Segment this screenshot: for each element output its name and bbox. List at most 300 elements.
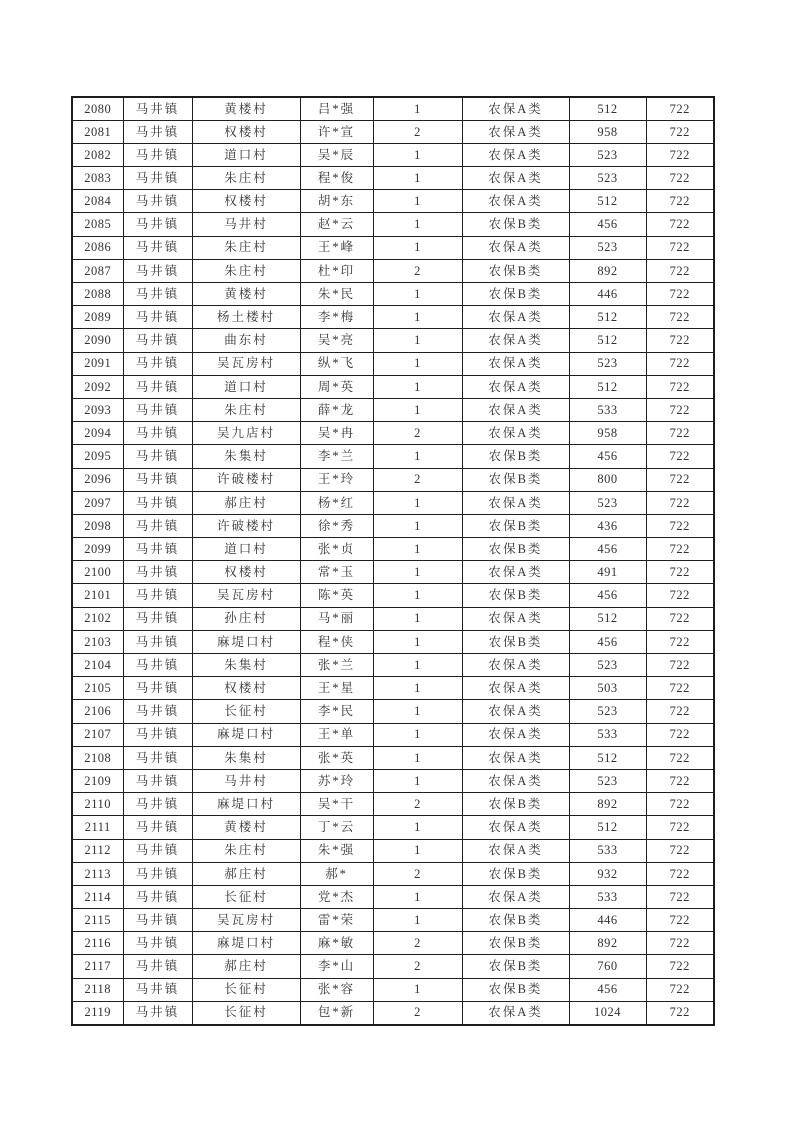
cell-code: 722	[646, 630, 714, 653]
cell-sequence-number: 2114	[72, 885, 123, 908]
cell-person-count: 2	[373, 422, 462, 445]
cell-sequence-number: 2117	[72, 955, 123, 978]
cell-person-name: 朱*强	[300, 839, 373, 862]
cell-insurance-category: 农保B类	[462, 468, 569, 491]
cell-village: 长征村	[192, 978, 300, 1001]
cell-town: 马井镇	[123, 1001, 192, 1024]
cell-amount: 760	[569, 955, 646, 978]
cell-town: 马井镇	[123, 259, 192, 282]
cell-sequence-number: 2112	[72, 839, 123, 862]
cell-village: 道口村	[192, 143, 300, 166]
table-row	[72, 607, 714, 630]
cell-insurance-category: 农保B类	[462, 793, 569, 816]
cell-person-count: 2	[373, 468, 462, 491]
cell-insurance-category: 农保A类	[462, 885, 569, 908]
table-row	[72, 538, 714, 561]
cell-town: 马井镇	[123, 955, 192, 978]
cell-amount: 958	[569, 422, 646, 445]
table-row	[72, 375, 714, 398]
cell-amount: 523	[569, 167, 646, 190]
cell-sequence-number: 2109	[72, 769, 123, 792]
cell-person-count: 1	[373, 561, 462, 584]
cell-amount: 892	[569, 793, 646, 816]
cell-village: 孙庄村	[192, 607, 300, 630]
cell-sequence-number: 2111	[72, 816, 123, 839]
cell-village: 朱庄村	[192, 839, 300, 862]
cell-code: 722	[646, 793, 714, 816]
cell-town: 马井镇	[123, 167, 192, 190]
table-row	[72, 654, 714, 677]
cell-sequence-number: 2096	[72, 468, 123, 491]
table-row	[72, 584, 714, 607]
cell-person-name: 李*民	[300, 700, 373, 723]
cell-village: 郝庄村	[192, 862, 300, 885]
cell-sequence-number: 2105	[72, 677, 123, 700]
cell-insurance-category: 农保A类	[462, 329, 569, 352]
cell-amount: 446	[569, 283, 646, 306]
cell-person-name: 杨*红	[300, 491, 373, 514]
cell-town: 马井镇	[123, 700, 192, 723]
cell-code: 722	[646, 491, 714, 514]
cell-insurance-category: 农保A类	[462, 839, 569, 862]
cell-village: 权楼村	[192, 120, 300, 143]
table-row	[72, 306, 714, 329]
cell-insurance-category: 农保B类	[462, 932, 569, 955]
cell-town: 马井镇	[123, 862, 192, 885]
cell-village: 麻堤口村	[192, 793, 300, 816]
cell-sequence-number: 2082	[72, 143, 123, 166]
cell-person-name: 王*星	[300, 677, 373, 700]
cell-person-name: 郝*	[300, 862, 373, 885]
cell-insurance-category: 农保B类	[462, 538, 569, 561]
cell-insurance-category: 农保B类	[462, 862, 569, 885]
cell-amount: 503	[569, 677, 646, 700]
cell-village: 朱集村	[192, 445, 300, 468]
cell-sequence-number: 2103	[72, 630, 123, 653]
cell-sequence-number: 2088	[72, 283, 123, 306]
cell-code: 722	[646, 978, 714, 1001]
cell-amount: 533	[569, 398, 646, 421]
cell-amount: 800	[569, 468, 646, 491]
cell-town: 马井镇	[123, 677, 192, 700]
cell-person-count: 1	[373, 143, 462, 166]
cell-code: 722	[646, 167, 714, 190]
cell-village: 黄楼村	[192, 97, 300, 120]
cell-person-count: 1	[373, 654, 462, 677]
cell-insurance-category: 农保B类	[462, 955, 569, 978]
cell-insurance-category: 农保A类	[462, 375, 569, 398]
cell-town: 马井镇	[123, 978, 192, 1001]
table-row	[72, 1001, 714, 1024]
table-row	[72, 468, 714, 491]
cell-amount: 533	[569, 839, 646, 862]
cell-village: 长征村	[192, 885, 300, 908]
cell-town: 马井镇	[123, 236, 192, 259]
cell-code: 722	[646, 654, 714, 677]
cell-person-count: 1	[373, 491, 462, 514]
cell-person-name: 王*玲	[300, 468, 373, 491]
cell-code: 722	[646, 398, 714, 421]
cell-person-count: 2	[373, 862, 462, 885]
cell-person-name: 李*兰	[300, 445, 373, 468]
cell-town: 马井镇	[123, 283, 192, 306]
cell-town: 马井镇	[123, 352, 192, 375]
cell-village: 朱集村	[192, 654, 300, 677]
cell-sequence-number: 2081	[72, 120, 123, 143]
cell-sequence-number: 2101	[72, 584, 123, 607]
cell-sequence-number: 2087	[72, 259, 123, 282]
cell-person-name: 丁*云	[300, 816, 373, 839]
table-row	[72, 120, 714, 143]
cell-code: 722	[646, 909, 714, 932]
table-row	[72, 909, 714, 932]
cell-sequence-number: 2104	[72, 654, 123, 677]
cell-person-count: 2	[373, 259, 462, 282]
cell-sequence-number: 2099	[72, 538, 123, 561]
cell-insurance-category: 农保A类	[462, 120, 569, 143]
table-row	[72, 213, 714, 236]
cell-town: 马井镇	[123, 584, 192, 607]
cell-town: 马井镇	[123, 746, 192, 769]
cell-sequence-number: 2085	[72, 213, 123, 236]
cell-sequence-number: 2092	[72, 375, 123, 398]
table-row	[72, 862, 714, 885]
cell-sequence-number: 2100	[72, 561, 123, 584]
cell-insurance-category: 农保A类	[462, 398, 569, 421]
cell-amount: 1024	[569, 1001, 646, 1024]
cell-person-name: 麻*敏	[300, 932, 373, 955]
cell-sequence-number: 2113	[72, 862, 123, 885]
table-row	[72, 677, 714, 700]
cell-amount: 523	[569, 352, 646, 375]
cell-town: 马井镇	[123, 885, 192, 908]
cell-person-count: 1	[373, 839, 462, 862]
cell-sequence-number: 2094	[72, 422, 123, 445]
cell-town: 马井镇	[123, 190, 192, 213]
cell-town: 马井镇	[123, 491, 192, 514]
cell-sequence-number: 2110	[72, 793, 123, 816]
cell-code: 722	[646, 236, 714, 259]
cell-code: 722	[646, 283, 714, 306]
cell-person-count: 2	[373, 932, 462, 955]
cell-town: 马井镇	[123, 816, 192, 839]
cell-town: 马井镇	[123, 538, 192, 561]
cell-town: 马井镇	[123, 514, 192, 537]
cell-amount: 456	[569, 584, 646, 607]
table-row	[72, 978, 714, 1001]
cell-code: 722	[646, 955, 714, 978]
cell-person-count: 1	[373, 167, 462, 190]
cell-amount: 491	[569, 561, 646, 584]
cell-amount: 456	[569, 213, 646, 236]
cell-amount: 512	[569, 190, 646, 213]
cell-village: 权楼村	[192, 561, 300, 584]
cell-amount: 523	[569, 143, 646, 166]
cell-amount: 932	[569, 862, 646, 885]
cell-person-name: 纵*飞	[300, 352, 373, 375]
cell-amount: 456	[569, 630, 646, 653]
cell-amount: 512	[569, 306, 646, 329]
cell-amount: 523	[569, 700, 646, 723]
table-body	[72, 97, 714, 1025]
cell-amount: 523	[569, 654, 646, 677]
cell-person-name: 张*容	[300, 978, 373, 1001]
cell-person-count: 1	[373, 677, 462, 700]
cell-person-count: 1	[373, 746, 462, 769]
cell-town: 马井镇	[123, 213, 192, 236]
cell-town: 马井镇	[123, 630, 192, 653]
cell-code: 722	[646, 839, 714, 862]
cell-person-name: 吴*干	[300, 793, 373, 816]
cell-insurance-category: 农保A类	[462, 167, 569, 190]
cell-sequence-number: 2086	[72, 236, 123, 259]
cell-code: 722	[646, 514, 714, 537]
cell-person-name: 李*山	[300, 955, 373, 978]
table-row	[72, 723, 714, 746]
cell-town: 马井镇	[123, 398, 192, 421]
cell-code: 722	[646, 862, 714, 885]
cell-amount: 958	[569, 120, 646, 143]
cell-sequence-number: 2097	[72, 491, 123, 514]
cell-amount: 523	[569, 236, 646, 259]
cell-person-count: 1	[373, 909, 462, 932]
table-row	[72, 700, 714, 723]
cell-person-count: 1	[373, 816, 462, 839]
cell-code: 722	[646, 885, 714, 908]
cell-town: 马井镇	[123, 723, 192, 746]
cell-amount: 892	[569, 259, 646, 282]
cell-person-name: 张*兰	[300, 654, 373, 677]
cell-person-name: 吴*辰	[300, 143, 373, 166]
cell-person-name: 吴*冉	[300, 422, 373, 445]
cell-person-count: 1	[373, 538, 462, 561]
cell-person-count: 1	[373, 329, 462, 352]
cell-village: 朱庄村	[192, 259, 300, 282]
table-row	[72, 630, 714, 653]
cell-code: 722	[646, 538, 714, 561]
table-row	[72, 143, 714, 166]
cell-code: 722	[646, 584, 714, 607]
cell-village: 长征村	[192, 1001, 300, 1024]
cell-sequence-number: 2102	[72, 607, 123, 630]
cell-village: 道口村	[192, 375, 300, 398]
cell-person-name: 包*新	[300, 1001, 373, 1024]
cell-code: 722	[646, 723, 714, 746]
cell-person-name: 张*贞	[300, 538, 373, 561]
cell-amount: 523	[569, 491, 646, 514]
cell-person-name: 王*峰	[300, 236, 373, 259]
cell-code: 722	[646, 422, 714, 445]
table-row	[72, 514, 714, 537]
cell-code: 722	[646, 746, 714, 769]
cell-person-count: 2	[373, 120, 462, 143]
cell-amount: 533	[569, 723, 646, 746]
cell-person-name: 朱*民	[300, 283, 373, 306]
cell-insurance-category: 农保A类	[462, 352, 569, 375]
cell-village: 朱庄村	[192, 167, 300, 190]
cell-town: 马井镇	[123, 932, 192, 955]
cell-village: 权楼村	[192, 677, 300, 700]
table-row	[72, 329, 714, 352]
cell-code: 722	[646, 97, 714, 120]
cell-village: 黄楼村	[192, 283, 300, 306]
cell-code: 722	[646, 329, 714, 352]
table-row	[72, 491, 714, 514]
cell-person-count: 1	[373, 630, 462, 653]
cell-person-count: 2	[373, 793, 462, 816]
cell-sequence-number: 2090	[72, 329, 123, 352]
cell-sequence-number: 2084	[72, 190, 123, 213]
cell-person-count: 1	[373, 584, 462, 607]
cell-person-name: 徐*秀	[300, 514, 373, 537]
cell-village: 马井村	[192, 769, 300, 792]
cell-person-name: 周*英	[300, 375, 373, 398]
cell-town: 马井镇	[123, 839, 192, 862]
table-row	[72, 955, 714, 978]
cell-insurance-category: 农保A类	[462, 422, 569, 445]
cell-insurance-category: 农保B类	[462, 445, 569, 468]
cell-code: 722	[646, 1001, 714, 1024]
cell-village: 麻堤口村	[192, 630, 300, 653]
cell-code: 722	[646, 120, 714, 143]
cell-code: 722	[646, 932, 714, 955]
cell-insurance-category: 农保B类	[462, 514, 569, 537]
cell-insurance-category: 农保A类	[462, 143, 569, 166]
cell-sequence-number: 2080	[72, 97, 123, 120]
cell-town: 马井镇	[123, 97, 192, 120]
cell-person-count: 1	[373, 306, 462, 329]
cell-person-name: 马*丽	[300, 607, 373, 630]
cell-amount: 436	[569, 514, 646, 537]
cell-person-name: 雷*荣	[300, 909, 373, 932]
cell-village: 朱集村	[192, 746, 300, 769]
cell-town: 马井镇	[123, 793, 192, 816]
cell-person-count: 1	[373, 978, 462, 1001]
cell-town: 马井镇	[123, 120, 192, 143]
cell-sequence-number: 2089	[72, 306, 123, 329]
cell-person-count: 1	[373, 398, 462, 421]
table-row	[72, 769, 714, 792]
cell-insurance-category: 农保A类	[462, 561, 569, 584]
cell-amount: 456	[569, 445, 646, 468]
cell-sequence-number: 2083	[72, 167, 123, 190]
table-row	[72, 445, 714, 468]
cell-person-name: 吕*强	[300, 97, 373, 120]
cell-insurance-category: 农保A类	[462, 746, 569, 769]
cell-sequence-number: 2119	[72, 1001, 123, 1024]
cell-village: 马井村	[192, 213, 300, 236]
cell-person-count: 1	[373, 283, 462, 306]
cell-code: 722	[646, 561, 714, 584]
cell-sequence-number: 2095	[72, 445, 123, 468]
cell-insurance-category: 农保A类	[462, 654, 569, 677]
cell-person-name: 杜*印	[300, 259, 373, 282]
cell-person-name: 张*英	[300, 746, 373, 769]
cell-insurance-category: 农保A类	[462, 723, 569, 746]
cell-village: 许破楼村	[192, 514, 300, 537]
cell-insurance-category: 农保A类	[462, 816, 569, 839]
cell-insurance-category: 农保A类	[462, 190, 569, 213]
cell-village: 吴瓦房村	[192, 909, 300, 932]
cell-amount: 512	[569, 375, 646, 398]
cell-insurance-category: 农保A类	[462, 700, 569, 723]
table-row	[72, 352, 714, 375]
cell-code: 722	[646, 375, 714, 398]
cell-town: 马井镇	[123, 329, 192, 352]
cell-village: 杨土楼村	[192, 306, 300, 329]
cell-person-name: 吴*亮	[300, 329, 373, 352]
cell-village: 吴瓦房村	[192, 584, 300, 607]
cell-code: 722	[646, 445, 714, 468]
cell-person-count: 1	[373, 190, 462, 213]
cell-code: 722	[646, 143, 714, 166]
cell-code: 722	[646, 468, 714, 491]
table-row	[72, 561, 714, 584]
table-row	[72, 816, 714, 839]
cell-village: 曲东村	[192, 329, 300, 352]
cell-person-count: 1	[373, 375, 462, 398]
cell-code: 722	[646, 700, 714, 723]
cell-village: 麻堤口村	[192, 723, 300, 746]
cell-person-count: 1	[373, 514, 462, 537]
table-row	[72, 839, 714, 862]
cell-insurance-category: 农保A类	[462, 97, 569, 120]
cell-person-count: 2	[373, 1001, 462, 1024]
cell-code: 722	[646, 190, 714, 213]
cell-village: 长征村	[192, 700, 300, 723]
cell-town: 马井镇	[123, 375, 192, 398]
cell-person-name: 赵*云	[300, 213, 373, 236]
cell-code: 722	[646, 769, 714, 792]
cell-amount: 512	[569, 329, 646, 352]
cell-person-name: 胡*东	[300, 190, 373, 213]
cell-amount: 512	[569, 746, 646, 769]
cell-code: 722	[646, 259, 714, 282]
cell-town: 马井镇	[123, 445, 192, 468]
table-row	[72, 167, 714, 190]
table-row	[72, 97, 714, 120]
cell-amount: 892	[569, 932, 646, 955]
table-row	[72, 793, 714, 816]
cell-person-count: 1	[373, 769, 462, 792]
cell-sequence-number: 2118	[72, 978, 123, 1001]
insurance-records-table	[71, 96, 715, 1026]
cell-sequence-number: 2106	[72, 700, 123, 723]
cell-insurance-category: 农保B类	[462, 283, 569, 306]
cell-amount: 512	[569, 607, 646, 630]
cell-town: 马井镇	[123, 607, 192, 630]
cell-village: 麻堤口村	[192, 932, 300, 955]
cell-amount: 512	[569, 816, 646, 839]
cell-village: 吴瓦房村	[192, 352, 300, 375]
cell-town: 马井镇	[123, 468, 192, 491]
cell-person-count: 1	[373, 445, 462, 468]
cell-code: 722	[646, 306, 714, 329]
cell-person-name: 王*单	[300, 723, 373, 746]
cell-insurance-category: 农保A类	[462, 677, 569, 700]
cell-village: 吴九店村	[192, 422, 300, 445]
cell-insurance-category: 农保A类	[462, 491, 569, 514]
table-row	[72, 259, 714, 282]
cell-sequence-number: 2107	[72, 723, 123, 746]
cell-amount: 446	[569, 909, 646, 932]
cell-amount: 533	[569, 885, 646, 908]
cell-code: 722	[646, 677, 714, 700]
table-row	[72, 398, 714, 421]
table-row	[72, 885, 714, 908]
cell-person-name: 陈*英	[300, 584, 373, 607]
cell-person-name: 常*玉	[300, 561, 373, 584]
